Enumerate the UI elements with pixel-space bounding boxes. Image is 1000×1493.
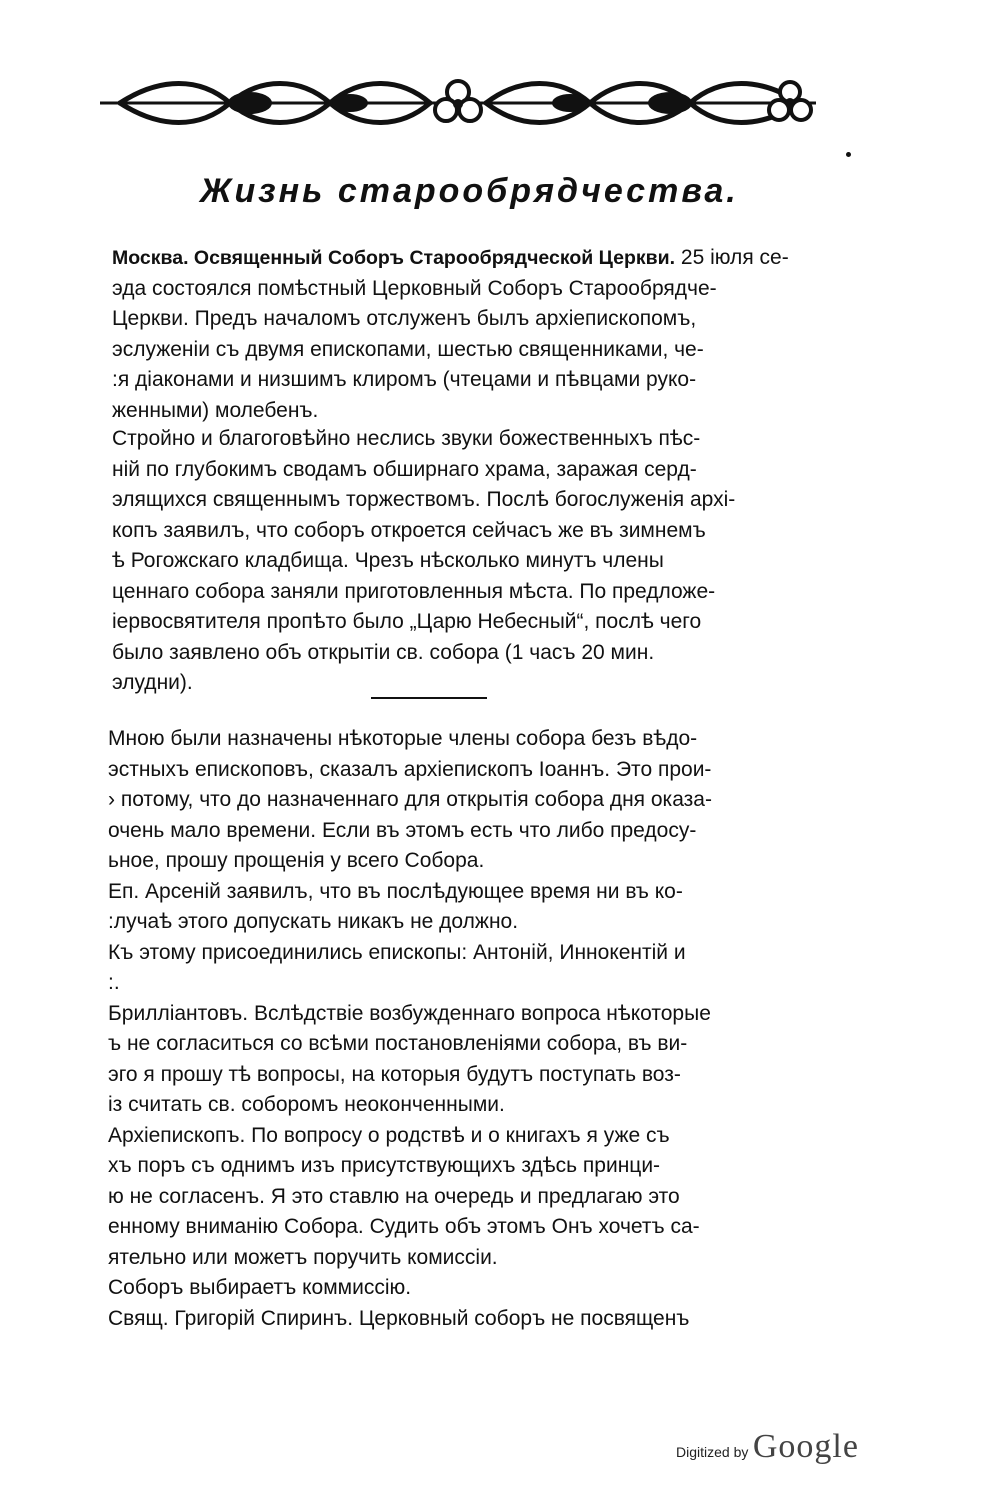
paragraph-1	[112, 243, 812, 426]
text-line: Мною были назначены нѣкоторые члены собора безъ вѣдо-	[108, 727, 698, 750]
text-line: › потому, что до назначеннаго для открытія собора дня оказа-	[108, 788, 712, 811]
text-line: ѣ Рогожскаго кладбища. Чрезъ нѣсколько минутъ члены	[112, 549, 664, 572]
text-line: іервосвятителя пропѣто было „Царю Небесный“, послѣ чего	[112, 610, 702, 633]
text-line: ценнаго собора заняли приготовленныя мѣста. По предложе-	[112, 579, 716, 603]
text-line: Архіепископъ. По вопросу о родствѣ и о книгахъ я уже съ	[108, 1123, 670, 1147]
text-line: Стройно и благоговѣйно неслись звуки божественныхъ пѣс-	[112, 427, 701, 450]
text-line: ній по глубокимъ сводамъ обширнаго храма, заражая серд-	[112, 457, 697, 481]
google-logo: Google	[752, 1428, 859, 1465]
text-line	[112, 243, 812, 274]
text-line: элудни).	[112, 671, 193, 694]
text-line: ятельно или можетъ поручить комиссіи.	[108, 1245, 498, 1269]
text-line-part: 25 іюля се-	[675, 246, 789, 269]
lead-heading: Москва. Освященный Соборъ Старообрядческой Церкви.	[112, 247, 676, 269]
text-line: Свящ. Григорій Спиринъ. Церковный соборъ не посвященъ	[108, 1306, 690, 1330]
text-line: енному вниманію Собора. Судить объ этомъ Онъ хочетъ са-	[108, 1215, 700, 1238]
text-line: было заявлено объ открытіи св. собора (1 часъ 20 мин.	[112, 640, 655, 664]
text-line: :лучаѣ этого допускать никакъ не должно.	[108, 910, 519, 933]
text-line: ъ не согласиться со всѣми постановленіями собора, въ ви-	[108, 1032, 688, 1055]
text-line: ьное, прошу прощенія у всего Собора.	[108, 849, 485, 872]
paragraph-2	[112, 424, 812, 699]
text-line: эго я прошу тѣ вопросы, на которыя будутъ поступать воз-	[108, 1062, 681, 1086]
page-title: Жизнь старообрядчества.	[200, 172, 739, 210]
text-line: Бриллiантовъ. Вслѣдствіе возбужденнаго вопроса нѣкоторые	[108, 1001, 711, 1025]
text-line: очень мало времени. Если въ этомъ есть что либо предосу-	[108, 818, 697, 842]
text-line: эстныхъ епископовъ, сказалъ архіепископъ Іоаннъ. Это прои-	[108, 757, 712, 781]
text-line: хъ поръ съ однимъ изъ присутствующихъ здѣсь принци-	[108, 1154, 661, 1177]
ink-speck	[846, 152, 851, 157]
text-line: эслуженіи съ двумя епископами, шестью священниками, че-	[112, 337, 704, 361]
digitized-by-watermark	[676, 1428, 859, 1466]
text-line: ю не согласенъ. Я это ставлю на очередь и предлагаю это	[108, 1184, 680, 1208]
paragraph-3	[108, 724, 808, 1334]
text-line: :.	[108, 971, 120, 994]
text-line: женными) молебенъ.	[112, 398, 319, 422]
text-line: Еп. Арсеній заявилъ, что въ послѣдующее время ни въ ко-	[108, 879, 683, 903]
text-line: Къ этому присоединились епископы: Антоній, Иннокентій и	[108, 940, 686, 964]
text-line: :я діаконами и низшимъ клиромъ (чтецами и пѣвцами руко-	[112, 368, 697, 391]
text-line: із считать св. соборомъ неоконченными.	[108, 1093, 505, 1116]
floral-ornament-header	[100, 72, 816, 134]
text-line: эда состоялся помѣстный Церковный Соборъ Старообрядче-	[112, 276, 717, 300]
text-line: Соборъ выбираетъ коммиссію.	[108, 1276, 412, 1299]
digitized-by-label: Digitized by	[676, 1444, 749, 1460]
section-divider	[371, 697, 487, 699]
floral-ornament-icon	[100, 72, 816, 134]
text-line: копъ заявилъ, что соборъ откроется сейчасъ же въ зимнемъ	[112, 518, 706, 542]
text-line: элящихся священнымъ торжествомъ. Послѣ богослуженія архі-	[112, 488, 736, 511]
text-line: Церкви. Предъ началомъ отслуженъ былъ архіепископомъ,	[112, 307, 697, 330]
